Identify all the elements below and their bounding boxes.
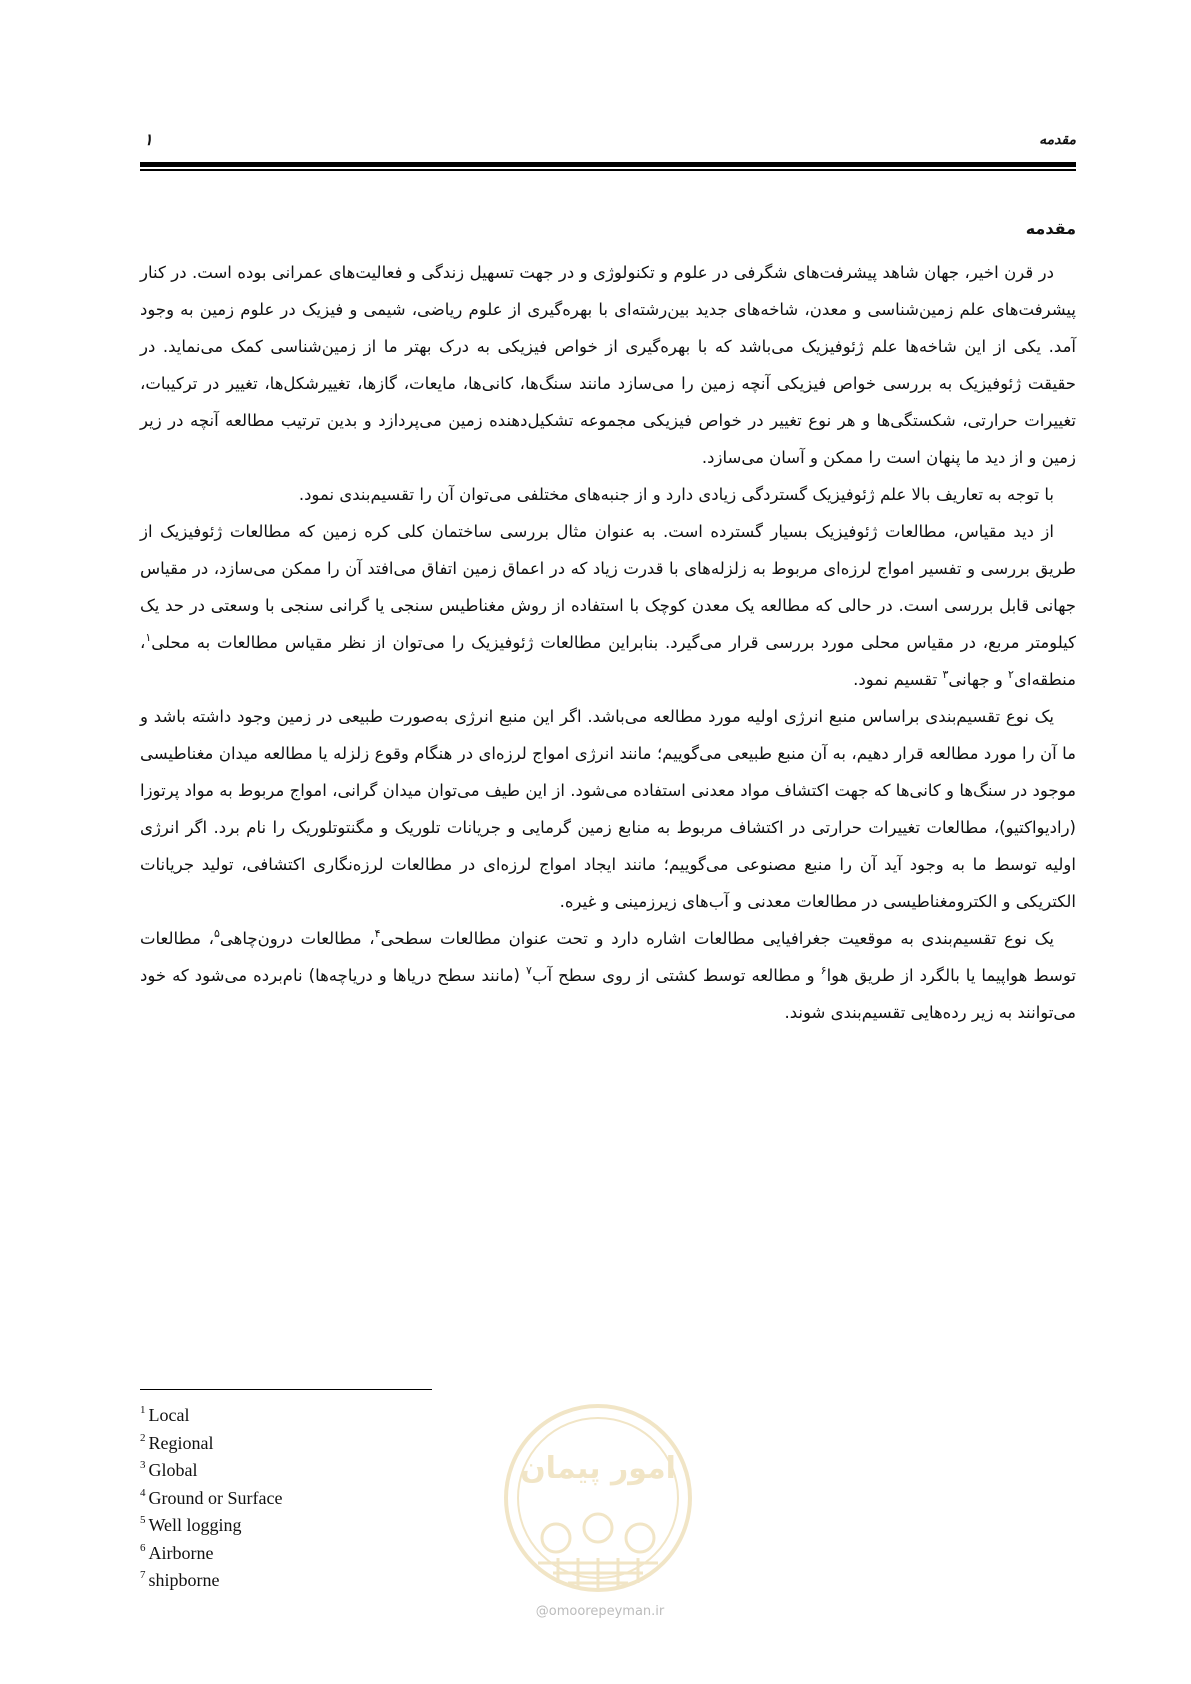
footnote-text: Local: [148, 1405, 190, 1425]
running-header-title: مقدمه: [1039, 132, 1076, 148]
footnote-number: 4: [140, 1486, 146, 1499]
paragraph-3: [140, 513, 1076, 698]
footnote-ref-7: ۷: [526, 963, 532, 977]
watermark-logo-icon: [498, 1398, 698, 1598]
paragraph-5-text-a: یک نوع تقسیم‌بندی به موقعیت جغرافیایی مطالعات اشاره دارد و تحت عنوان مطالعات سطحی: [380, 929, 1054, 948]
footnote-number: 1: [140, 1404, 146, 1416]
footnote-ref-5: ۵: [213, 926, 220, 940]
paragraph-3-text-d: تقسیم نمود.: [853, 670, 943, 689]
footnote-number: 7: [140, 1569, 146, 1581]
footnote-item: [140, 1538, 282, 1566]
paragraph-3-text-b: ، منطقه‌ای: [140, 633, 1076, 689]
footnote-item: [140, 1483, 282, 1511]
paragraph-5: [140, 920, 1076, 1031]
page-number: ۱: [144, 130, 153, 149]
watermark-logo-text: امور پیمان: [520, 1451, 676, 1486]
page-header: [140, 126, 1076, 152]
paragraph-5-text-d: و مطالعه توسط کشتی از روی سطح آب: [531, 966, 821, 985]
paragraph-2: با توجه به تعاریف بالا علم ژئوفیزیک گستردگی زیادی دارد و از جنبه‌های مختلفی می‌توان آن را تقسیم‌بندی نمود.: [298, 485, 1054, 504]
header-rule-thick: [140, 162, 1076, 167]
header-rule-thin: [140, 169, 1076, 171]
footnote-text: Global: [148, 1460, 198, 1480]
footnote-ref-3: ۳: [942, 667, 949, 681]
footnote-separator: [140, 1389, 432, 1390]
paragraph-1: در قرن اخیر، جهان شاهد پیشرفت‌های شگرفی در علوم و تکنولوژی و در جهت تسهیل زندگی و فعالیت‌های عمرانی بوده است. در کنار پیشرفت‌های علم زمین‌شناسی و معدن، شاخه‌های جدید بین‌رشته‌ای با بهره‌گیری از علوم ریاضی، شیمی و فیزیک در علوم زمین به وجود آمد. یکی از این شاخه‌ها علم ژئوفیزیک می‌باشد که با بهره‌گیری از خواص فیزیکی به درک بهتر ما از زمین‌شناسی کمک می‌نماید. در حقیقت ژئوفیزیک به بررسی خواص فیزیکی آنچه زمین را می‌سازد مانند سنگ‌ها، کانی‌ها، مایعات، گازها، تغییرشکل‌ها، تغییر در ترکیبات، تغییرات حرارتی، شکستگی‌ها و هر نوع تغییر در خواص فیزیکی مجموعه تشکیل‌دهنده زمین می‌پردازد و بدین ترتیب مطالعه آنچه در زیر زمین و از دید ما پنهان است را ممکن و آسان می‌سازد.: [140, 263, 1076, 467]
paragraph-5-text-b: ، مطالعات درون‌چاهی: [219, 929, 375, 948]
paragraph-5-text-c: ، مطالعات توسط هواپیما یا بالگرد از طریق هوا: [140, 929, 1076, 985]
footnote-text: Ground or Surface: [148, 1487, 283, 1508]
watermark-url: @omoorepeyman.ir: [535, 1604, 665, 1619]
paragraph-3-text-a: از دید مقیاس، مطالعات ژئوفیزیک بسیار گسترده است. به عنوان مثال بررسی ساختمان کلی کره زمین که مطالعات ژئوفیزیک از طریق بررسی و تفسیر امواج لرزه‌ای مربوط به زلزله‌های با قدرت زیاد که در اعماق زمین اتفاق می‌افتد آن را ممکن می‌سازد، در مقیاس جهانی قابل بررسی است. در حالی که مطالعه یک معدن کوچک با استفاده از روش مغناطیس سنجی یا گرانی سنجی با وسعتی در حد یک کیلومتر مربع، در مقیاس محلی مورد بررسی قرار می‌گیرد. بنابراین مطالعات ژئوفیزیک را می‌توان از نظر مقیاس مطالعات به محلی: [140, 522, 1076, 652]
footnote-ref-2: ۲: [1008, 667, 1014, 681]
footnote-item: [140, 1510, 282, 1538]
footnote-text: shipborne: [148, 1570, 220, 1590]
footnote-item: [140, 1428, 282, 1456]
paragraph-4: یک نوع تقسیم‌بندی براساس منبع انرژی اولیه مورد مطالعه می‌باشد. اگر این منبع انرژی به‌صورت طبیعی در زمین وجود داشته باشد و ما آن را مورد مطالعه قرار دهیم، به آن منبع طبیعی می‌گوییم؛ مانند انرژی امواج لرزه‌ای در هنگام وقوع زلزله یا مطالعه میدان مغناطیسی موجود در سنگ‌ها و کانی‌ها که جهت اکتشاف مواد معدنی استفاده می‌شود. از این طیف می‌توان میدان گرانی، امواج مربوط به مواد پرتوزا (رادیواکتیو)، مطالعات تغییرات حرارتی در اکتشاف مربوط به منابع زمین گرمایی و جریانات تلوریک و مگنتوتلوریک را نام برد. اگر انرژی اولیه توسط ما به وجود آید آن را منبع مصنوعی می‌گوییم؛ مانند ایجاد امواج لرزه‌ای در مطالعات لرزه‌نگاری اکتشافی، تولید جریانات الکتریکی و الکترومغناطیسی در مطالعات معدنی و آب‌های زیرزمینی و غیره.: [140, 707, 1076, 911]
main-content: [140, 218, 1076, 1031]
footnote-ref-4: ۴: [374, 926, 381, 940]
footnote-item: [140, 1455, 282, 1483]
footnote-number: 2: [140, 1431, 146, 1444]
paragraph-5-text-e: (مانند سطح دریاها و دریاچه‌ها) نام‌برده می‌شود که خود می‌توانند به زیر رده‌هایی تقسیم‌بندی شوند.: [140, 966, 1076, 1022]
footnote-text: Regional: [148, 1432, 214, 1453]
footnote-ref-1: ۱: [145, 630, 152, 644]
footnote-number: 5: [140, 1514, 146, 1526]
footnote-item: [140, 1400, 282, 1428]
footnote-list: [140, 1400, 282, 1593]
footnote-text: Airborne: [148, 1542, 214, 1563]
footnote-item: [140, 1565, 282, 1593]
section-heading: مقدمه: [1025, 219, 1076, 238]
footnote-ref-6: ۶: [820, 963, 827, 977]
footnote-text: Well logging: [148, 1515, 242, 1535]
footnote-number: 3: [140, 1459, 146, 1471]
footnote-number: 6: [140, 1541, 146, 1554]
paragraph-3-text-c: و جهانی: [948, 670, 1009, 689]
